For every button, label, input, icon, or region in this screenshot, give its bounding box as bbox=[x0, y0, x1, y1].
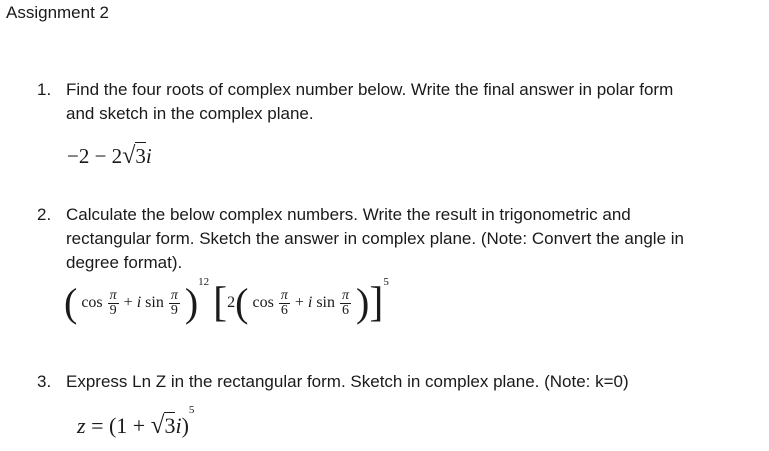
open-paren: ( bbox=[64, 280, 78, 325]
fraction-denominator: 9 bbox=[170, 302, 178, 318]
question-text-line2: rectangular form. Sketch the answer in complex plane. (Note: Convert the angle in bbox=[66, 229, 684, 248]
expr3-lhs: z bbox=[77, 413, 86, 438]
expr1-var: i bbox=[145, 144, 152, 168]
sin-label: sin bbox=[316, 294, 335, 311]
fraction-numerator: π bbox=[280, 287, 288, 303]
question-text-line1: Find the four roots of complex number below. Write the final answer in polar form bbox=[66, 80, 674, 99]
question-text: Express Ln Z in the rectangular form. Sketch in complex plane. (Note: k=0) bbox=[66, 372, 629, 391]
cos-label: cos bbox=[252, 294, 274, 311]
assignment-title: Assignment 2 bbox=[6, 3, 109, 22]
question-text-line3: degree format). bbox=[66, 253, 183, 272]
question-text-line1: Calculate the below complex numbers. Write the result in trigonometric and bbox=[66, 205, 631, 224]
imaginary-unit: i bbox=[136, 294, 142, 311]
equals-sign: = bbox=[91, 413, 104, 438]
fraction-numerator: π bbox=[109, 287, 117, 303]
fraction-denominator: 6 bbox=[342, 302, 349, 318]
coefficient-2: 2 bbox=[227, 294, 236, 311]
expr3-close: ) bbox=[181, 413, 189, 438]
question-number: 2. bbox=[37, 205, 52, 224]
fraction-denominator: 6 bbox=[280, 302, 288, 318]
open-paren: ( bbox=[235, 280, 249, 325]
expr1-radicand: 3 bbox=[135, 144, 146, 168]
fraction-pi-6 bbox=[279, 289, 290, 318]
exponent-5: 5 bbox=[383, 276, 389, 288]
open-bracket: [ bbox=[213, 280, 228, 326]
expr1-lead: −2 − 2 bbox=[67, 144, 123, 168]
expression-3 bbox=[77, 404, 195, 440]
imaginary-unit: i bbox=[307, 294, 313, 311]
fraction-pi-9 bbox=[108, 289, 119, 318]
cos-label: cos bbox=[81, 294, 103, 311]
question-text-line2: and sketch in the complex plane. bbox=[66, 104, 314, 123]
sqrt-symbol: √ bbox=[122, 143, 136, 169]
fraction-pi-9 bbox=[169, 289, 180, 318]
plus-sign: + bbox=[294, 294, 304, 311]
expr3-var: i bbox=[175, 413, 182, 438]
sqrt-symbol: √ bbox=[150, 412, 165, 439]
question-1 bbox=[37, 78, 767, 126]
question-number: 1. bbox=[37, 80, 52, 99]
plus-sign: + bbox=[123, 294, 133, 311]
expression-2 bbox=[64, 276, 389, 332]
question-3 bbox=[37, 370, 767, 394]
close-paren: ) bbox=[184, 280, 199, 325]
question-2 bbox=[37, 203, 767, 275]
close-bracket: ] bbox=[369, 280, 384, 326]
fraction-numerator: π bbox=[170, 287, 178, 303]
exponent-5: 5 bbox=[188, 404, 195, 416]
fraction-numerator: π bbox=[342, 287, 350, 303]
fraction-pi-6 bbox=[340, 289, 351, 318]
sin-label: sin bbox=[145, 294, 164, 311]
exponent-12: 12 bbox=[198, 276, 210, 288]
fraction-denominator: 9 bbox=[109, 302, 117, 318]
close-paren: ) bbox=[356, 280, 370, 325]
question-number: 3. bbox=[37, 372, 52, 391]
expression-1 bbox=[67, 143, 152, 170]
expr3-open: (1 + bbox=[108, 413, 146, 438]
expr3-radicand: 3 bbox=[164, 413, 176, 438]
